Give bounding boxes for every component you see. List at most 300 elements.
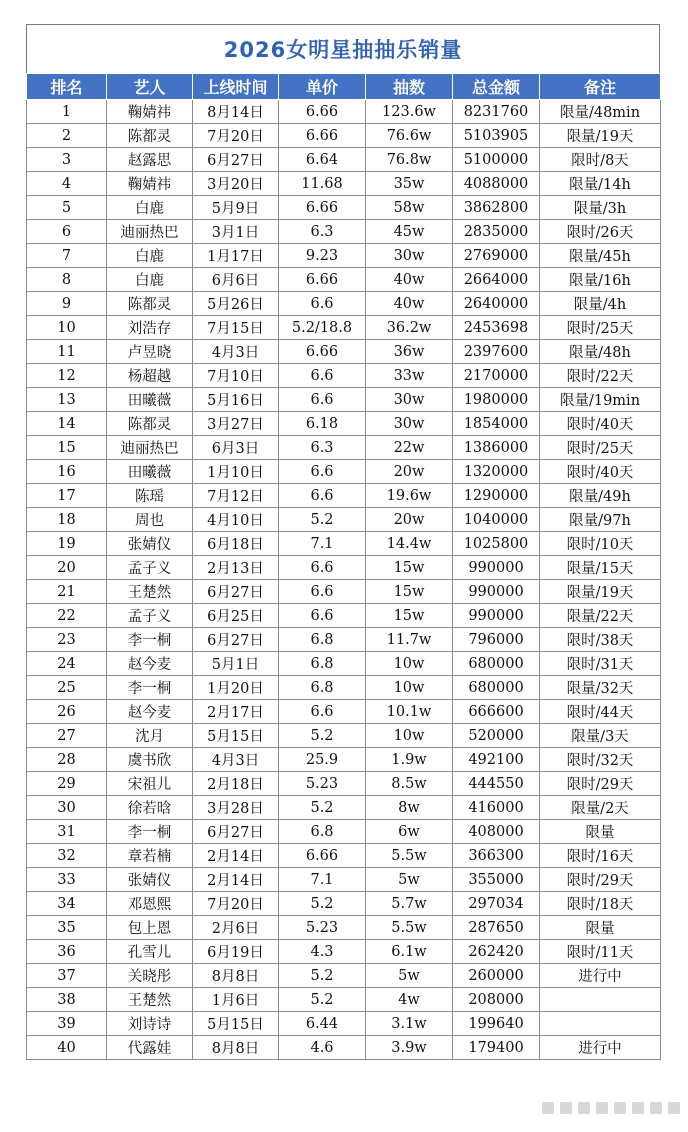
table-row [27,628,661,652]
table-cell: 鞠婧祎 [107,172,193,196]
table-cell: 李一桐 [107,820,193,844]
table-row [27,268,661,292]
table-cell: 限量/48min [540,100,661,124]
table-cell: 限时/16天 [540,844,661,868]
table-cell: 6.8 [279,820,366,844]
table-cell: 6月27日 [193,820,279,844]
table-cell: 1040000 [453,508,540,532]
table-cell: 30w [366,388,453,412]
table-cell: 2835000 [453,220,540,244]
table-row [27,340,661,364]
table-cell: 限量/3天 [540,724,661,748]
table-cell: 陈都灵 [107,124,193,148]
table-cell: 限时/38天 [540,628,661,652]
table-cell: 陈都灵 [107,412,193,436]
column-header: 上线时间 [193,74,279,100]
table-cell: 赵今麦 [107,700,193,724]
table-cell: 7月15日 [193,316,279,340]
table-cell: 限量 [540,916,661,940]
table-cell: 1.9w [366,748,453,772]
table-cell: 刘浩存 [107,316,193,340]
table-row [27,820,661,844]
table-row [27,652,661,676]
table-cell: 10 [27,316,107,340]
table-cell: 19.6w [366,484,453,508]
table-cell: 张婧仪 [107,532,193,556]
table-cell: 1980000 [453,388,540,412]
sales-table [26,73,661,1060]
table-cell: 10.1w [366,700,453,724]
table-cell: 18 [27,508,107,532]
table-cell: 5月15日 [193,724,279,748]
table-cell: 2月18日 [193,772,279,796]
table-cell: 王楚然 [107,988,193,1012]
table-cell: 6.6 [279,700,366,724]
table-cell: 29 [27,772,107,796]
table-cell: 35 [27,916,107,940]
table-cell: 8w [366,796,453,820]
table-cell: 6.6 [279,556,366,580]
column-header: 艺人 [107,74,193,100]
table-cell: 章若楠 [107,844,193,868]
table-cell: 8月14日 [193,100,279,124]
table-cell: 2170000 [453,364,540,388]
table-cell: 15w [366,580,453,604]
table-cell: 6.8 [279,628,366,652]
table-cell: 4.3 [279,940,366,964]
table-cell: 6.6 [279,604,366,628]
watermark-mark [542,1102,554,1114]
table-cell: 2月6日 [193,916,279,940]
table-cell: 7月20日 [193,892,279,916]
table-cell: 3月1日 [193,220,279,244]
table-cell: 限时/26天 [540,220,661,244]
table-row [27,484,661,508]
sales-table-sheet [26,24,660,1060]
table-cell: 赵露思 [107,148,193,172]
table-cell: 6.66 [279,100,366,124]
table-cell: 796000 [453,628,540,652]
table-row [27,316,661,340]
column-header: 总金额 [453,74,540,100]
table-cell: 5月15日 [193,1012,279,1036]
table-cell: 5103905 [453,124,540,148]
table-cell: 30 [27,796,107,820]
table-cell: 6.1w [366,940,453,964]
table-cell: 限时/32天 [540,748,661,772]
table-cell: 限量/16h [540,268,661,292]
table-cell: 19 [27,532,107,556]
table-cell: 限量/19天 [540,580,661,604]
table-row [27,292,661,316]
table-cell: 5.2 [279,964,366,988]
table-cell: 限量/15天 [540,556,661,580]
table-cell: 33 [27,868,107,892]
table-cell: 6.66 [279,196,366,220]
table-cell: 520000 [453,724,540,748]
table-cell: 周也 [107,508,193,532]
table-cell: 40w [366,292,453,316]
table-row [27,508,661,532]
table-cell: 199640 [453,1012,540,1036]
table-cell: 4088000 [453,172,540,196]
table-row [27,436,661,460]
table-cell: 关晓彤 [107,964,193,988]
table-row [27,244,661,268]
table-cell: 5月1日 [193,652,279,676]
table-cell: 5月16日 [193,388,279,412]
table-row [27,940,661,964]
table-cell: 40 [27,1036,107,1060]
table-cell: 444550 [453,772,540,796]
table-cell: 3.1w [366,1012,453,1036]
table-cell: 6月18日 [193,532,279,556]
table-cell: 6月19日 [193,940,279,964]
table-cell: 25.9 [279,748,366,772]
table-cell: 9.23 [279,244,366,268]
table-cell: 22 [27,604,107,628]
table-cell: 田曦薇 [107,388,193,412]
table-cell: 6月27日 [193,148,279,172]
table-body [27,100,661,1060]
table-cell: 6.66 [279,268,366,292]
table-cell: 1854000 [453,412,540,436]
table-cell: 8月8日 [193,1036,279,1060]
table-cell: 7月10日 [193,364,279,388]
table-cell: 3月27日 [193,412,279,436]
table-cell: 限量/19min [540,388,661,412]
table-cell: 包上恩 [107,916,193,940]
table-cell: 赵今麦 [107,652,193,676]
table-cell: 5.2 [279,508,366,532]
table-cell: 孔雪儿 [107,940,193,964]
table-cell: 限时/25天 [540,436,661,460]
table-cell: 6.66 [279,844,366,868]
table-cell: 23 [27,628,107,652]
table-cell: 6.18 [279,412,366,436]
table-row [27,148,661,172]
table-cell: 6.3 [279,436,366,460]
table-cell: 4月10日 [193,508,279,532]
table-cell: 6.6 [279,364,366,388]
column-header: 备注 [540,74,661,100]
table-row [27,460,661,484]
table-cell: 408000 [453,820,540,844]
table-cell: 11.7w [366,628,453,652]
table-cell: 5.2 [279,796,366,820]
table-cell: 990000 [453,604,540,628]
table-cell: 366300 [453,844,540,868]
table-cell: 27 [27,724,107,748]
table-cell: 6.3 [279,220,366,244]
table-title: 2026女明星抽抽乐销量 [26,24,660,73]
table-cell: 限时/44天 [540,700,661,724]
table-cell: 限时/40天 [540,460,661,484]
table-cell: 30w [366,244,453,268]
table-cell: 5.23 [279,772,366,796]
table-row [27,796,661,820]
table-cell: 4.6 [279,1036,366,1060]
table-cell: 208000 [453,988,540,1012]
table-cell: 32 [27,844,107,868]
table-cell: 38 [27,988,107,1012]
table-cell: 28 [27,748,107,772]
table-row [27,964,661,988]
table-cell: 5.5w [366,844,453,868]
table-cell: 20w [366,508,453,532]
table-cell: 限时/8天 [540,148,661,172]
table-row [27,916,661,940]
table-cell: 680000 [453,652,540,676]
table-cell: 李一桐 [107,676,193,700]
table-row [27,892,661,916]
table-cell: 限量/22天 [540,604,661,628]
table-cell: 宋祖儿 [107,772,193,796]
table-row [27,724,661,748]
table-cell: 6.6 [279,460,366,484]
table-cell: 21 [27,580,107,604]
table-cell: 6.8 [279,652,366,676]
table-cell: 26 [27,700,107,724]
table-cell [540,988,661,1012]
table-cell: 2月17日 [193,700,279,724]
table-row [27,676,661,700]
table-cell: 限量/45h [540,244,661,268]
table-cell: 33w [366,364,453,388]
table-cell: 2640000 [453,292,540,316]
table-cell: 限量 [540,820,661,844]
table-cell: 8 [27,268,107,292]
table-cell: 1386000 [453,436,540,460]
table-row [27,364,661,388]
table-cell: 1320000 [453,460,540,484]
table-cell: 5.5w [366,916,453,940]
table-cell: 37 [27,964,107,988]
table-cell: 5.2 [279,892,366,916]
table-row [27,1012,661,1036]
table-cell: 2664000 [453,268,540,292]
table-cell: 666600 [453,700,540,724]
table-cell: 3 [27,148,107,172]
table-cell: 990000 [453,556,540,580]
table-cell: 5.2 [279,988,366,1012]
table-cell: 10w [366,724,453,748]
table-cell: 45w [366,220,453,244]
table-cell: 5月26日 [193,292,279,316]
table-cell: 限量/49h [540,484,661,508]
table-cell: 8231760 [453,100,540,124]
table-cell: 迪丽热巴 [107,220,193,244]
table-cell: 张婧仪 [107,868,193,892]
table-cell: 王楚然 [107,580,193,604]
table-cell: 7.1 [279,868,366,892]
table-row [27,772,661,796]
table-cell: 1025800 [453,532,540,556]
table-row [27,172,661,196]
table-cell: 限时/25天 [540,316,661,340]
table-cell: 限时/29天 [540,772,661,796]
table-row [27,844,661,868]
table-cell: 限量/2天 [540,796,661,820]
table-cell: 4月3日 [193,748,279,772]
table-cell: 限量/3h [540,196,661,220]
table-cell: 30w [366,412,453,436]
table-cell: 邓恩熙 [107,892,193,916]
table-cell: 进行中 [540,1036,661,1060]
table-cell: 2 [27,124,107,148]
table-cell: 40w [366,268,453,292]
table-cell: 11 [27,340,107,364]
table-cell: 36 [27,940,107,964]
table-cell: 限量/97h [540,508,661,532]
table-cell: 287650 [453,916,540,940]
table-cell: 限量/19天 [540,124,661,148]
table-cell: 限时/29天 [540,868,661,892]
table-cell: 34 [27,892,107,916]
table-row [27,580,661,604]
table-cell: 1月17日 [193,244,279,268]
table-cell: 6.6 [279,388,366,412]
table-cell: 24 [27,652,107,676]
table-cell: 2453698 [453,316,540,340]
watermark-mark [650,1102,662,1114]
table-cell: 15w [366,556,453,580]
table-cell: 6月27日 [193,628,279,652]
table-cell: 李一桐 [107,628,193,652]
table-cell: 孟子义 [107,556,193,580]
table-cell: 5.2/18.8 [279,316,366,340]
table-cell: 31 [27,820,107,844]
table-cell: 6月6日 [193,268,279,292]
table-row [27,100,661,124]
table-cell: 刘诗诗 [107,1012,193,1036]
table-cell: 20w [366,460,453,484]
table-cell: 3.9w [366,1036,453,1060]
table-cell: 6.66 [279,124,366,148]
table-cell: 陈瑶 [107,484,193,508]
table-cell: 5w [366,964,453,988]
table-cell: 白鹿 [107,244,193,268]
table-cell: 11.68 [279,172,366,196]
table-cell: 5100000 [453,148,540,172]
table-cell: 限时/10天 [540,532,661,556]
table-cell: 5 [27,196,107,220]
table-cell: 4w [366,988,453,1012]
watermark-mark [632,1102,644,1114]
table-cell: 10w [366,652,453,676]
table-row [27,868,661,892]
table-cell: 7月20日 [193,124,279,148]
table-row [27,220,661,244]
table-cell: 17 [27,484,107,508]
table-cell: 1月6日 [193,988,279,1012]
table-cell [540,1012,661,1036]
table-cell: 6.6 [279,292,366,316]
table-cell: 5.23 [279,916,366,940]
column-header: 抽数 [366,74,453,100]
table-cell: 58w [366,196,453,220]
watermark-mark [614,1102,626,1114]
table-cell: 限时/22天 [540,364,661,388]
table-cell: 5.7w [366,892,453,916]
table-cell: 36.2w [366,316,453,340]
table-cell: 123.6w [366,100,453,124]
table-cell: 7 [27,244,107,268]
watermark-strip [400,1093,680,1123]
table-cell: 5.2 [279,724,366,748]
table-cell: 5w [366,868,453,892]
table-cell: 8月8日 [193,964,279,988]
table-cell: 15w [366,604,453,628]
table-cell: 355000 [453,868,540,892]
table-cell: 2769000 [453,244,540,268]
table-cell: 1 [27,100,107,124]
table-cell: 260000 [453,964,540,988]
table-cell: 迪丽热巴 [107,436,193,460]
table-cell: 297034 [453,892,540,916]
column-header: 单价 [279,74,366,100]
table-cell: 2月14日 [193,844,279,868]
table-cell: 4月3日 [193,340,279,364]
table-cell: 1月20日 [193,676,279,700]
table-cell: 2397600 [453,340,540,364]
table-cell: 6.64 [279,148,366,172]
table-cell: 990000 [453,580,540,604]
table-row [27,988,661,1012]
table-cell: 6.6 [279,484,366,508]
table-cell: 20 [27,556,107,580]
table-cell: 35w [366,172,453,196]
table-cell: 262420 [453,940,540,964]
table-cell: 6月3日 [193,436,279,460]
table-cell: 16 [27,460,107,484]
table-cell: 22w [366,436,453,460]
table-cell: 虞书欣 [107,748,193,772]
table-cell: 2月14日 [193,868,279,892]
table-cell: 限时/40天 [540,412,661,436]
table-cell: 8.5w [366,772,453,796]
watermark-mark [668,1102,680,1114]
table-cell: 492100 [453,748,540,772]
table-row [27,388,661,412]
table-cell: 1290000 [453,484,540,508]
table-cell: 白鹿 [107,196,193,220]
table-cell: 12 [27,364,107,388]
table-cell: 6月25日 [193,604,279,628]
table-cell: 6w [366,820,453,844]
table-cell: 36w [366,340,453,364]
table-cell: 孟子义 [107,604,193,628]
table-cell: 6 [27,220,107,244]
table-cell: 3月28日 [193,796,279,820]
table-cell: 限量/48h [540,340,661,364]
watermark-mark [560,1102,572,1114]
table-cell: 限量/4h [540,292,661,316]
table-cell: 1月10日 [193,460,279,484]
table-cell: 13 [27,388,107,412]
table-cell: 4 [27,172,107,196]
table-cell: 陈都灵 [107,292,193,316]
table-cell: 限量/32天 [540,676,661,700]
table-cell: 15 [27,436,107,460]
table-cell: 179400 [453,1036,540,1060]
table-cell: 徐若晗 [107,796,193,820]
table-row [27,604,661,628]
table-cell: 限量/14h [540,172,661,196]
table-cell: 杨超越 [107,364,193,388]
table-cell: 6.44 [279,1012,366,1036]
table-cell: 2月13日 [193,556,279,580]
